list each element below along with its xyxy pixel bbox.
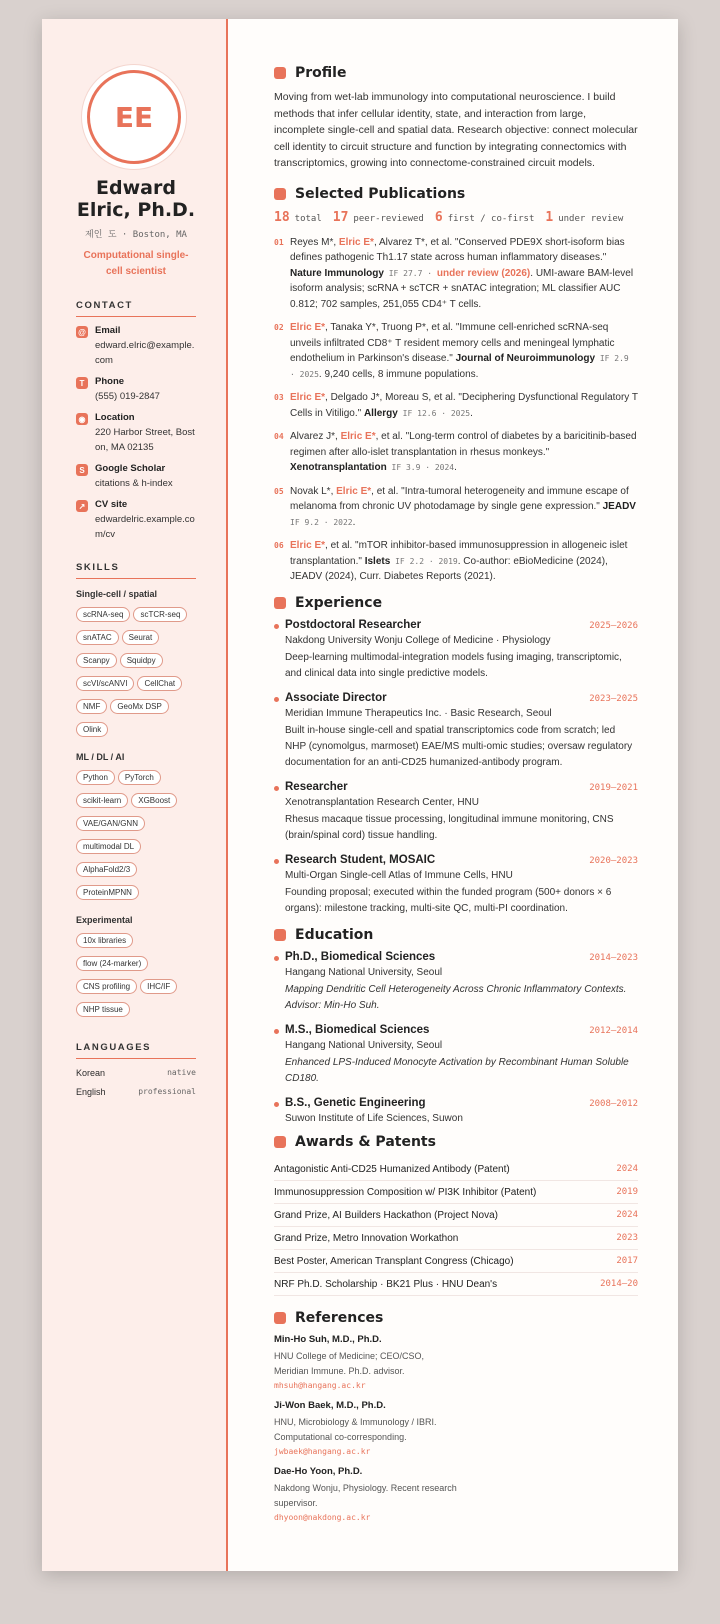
skill-tag: Olink (76, 722, 108, 737)
language-row (76, 1068, 196, 1078)
awards-heading (274, 1134, 638, 1150)
publication-citation (290, 429, 638, 476)
skill-tag: multimodal DL (76, 839, 141, 854)
role-title: Computational single-cell scientist (83, 250, 189, 277)
reference-card (274, 1400, 460, 1456)
citation-self-author: Elric E* (290, 322, 326, 333)
publication-item (274, 538, 638, 585)
experience-description: Deep-learning multimodal-integration models fusing imaging, transcriptomic, and clinical data into single predictive models. (285, 651, 622, 679)
references-heading (274, 1310, 638, 1326)
resume-page (42, 19, 678, 1571)
award-row (274, 1227, 638, 1250)
award-name: Antagonistic Anti-CD25 Humanized Antibody (Patent) (274, 1163, 510, 1175)
contact-value[interactable]: edward.elric@example.com (95, 340, 195, 366)
citation-body: , et al. "Intra-tumoral heterogeneity and immune escape of melanoma from chronic UV photodamage by single gene expression." (290, 485, 629, 512)
skill-tag: XGBoost (131, 793, 177, 808)
award-year: 2024 (616, 1163, 638, 1174)
education-heading-text: Education (295, 926, 374, 943)
contact-label: Google Scholar (95, 463, 166, 474)
citation-body: , et al. "Long-term control of diabetes by a baricitinib-based regimen after allo-islet transplantation in rhesus monkeys." (290, 431, 637, 458)
skill-tag: VAE/GAN/GNN (76, 816, 145, 831)
award-name: NRF Ph.D. Scholarship · BK21 Plus · HNU Dean's (274, 1278, 498, 1290)
bullet-dot-icon (274, 859, 279, 864)
citation-notes: . UMI-aware BAM-level isoform analysis; scRNA + scTCR + snATAC integration; ML classifier AUC 0.812; 702 samples, 251,055 CD4⁺ T cells. (290, 267, 634, 310)
citation-notes: . (454, 462, 457, 473)
skill-tag: IHC/IF (140, 979, 177, 994)
contact-text (95, 376, 195, 404)
reference-description: Nakdong Wonju, Physiology. Recent research supervisor. (274, 1482, 457, 1508)
bullet-dot-icon (274, 956, 279, 961)
contact-item[interactable] (76, 463, 226, 491)
education-thesis: Enhanced LPS-Induced Monocyte Activation by Recombinant Human Soluble CD180. (285, 1056, 629, 1084)
skill-tag: 10x libraries (76, 933, 133, 948)
publication-item (274, 484, 638, 531)
publication-citation (290, 320, 638, 382)
bullet-dot-icon (274, 1029, 279, 1034)
award-year: 2024 (616, 1209, 638, 1220)
education-organization: Hangang National University, Seoul (285, 966, 443, 978)
profile-heading (274, 65, 638, 81)
education-organization: Hangang National University, Seoul (285, 1039, 443, 1051)
contact-text (95, 325, 195, 368)
citation-journal: Nature Immunology (290, 267, 384, 279)
location-pin-icon: ◉ (76, 413, 88, 425)
publication-citation (290, 390, 638, 421)
experience-title-row (285, 692, 638, 704)
stat-label: total (294, 213, 322, 224)
at-icon: @ (76, 326, 88, 338)
award-row (274, 1250, 638, 1273)
publication-number: 04 (274, 432, 284, 441)
languages-list (76, 1068, 226, 1097)
bullet-dot-icon (274, 697, 279, 702)
reference-email[interactable]: dhyoon@nakdong.ac.kr (274, 1512, 371, 1522)
section-marker-icon (274, 1136, 286, 1148)
skills-list (76, 589, 226, 1022)
awards-heading-text: Awards & Patents (295, 1133, 436, 1150)
language-level: professional (138, 1087, 196, 1096)
skill-tag: scRNA-seq (76, 607, 130, 622)
education-organization: Suwon Institute of Life Sciences, Suwon (285, 1112, 463, 1124)
education-title: Ph.D., Biomedical Sciences (285, 950, 436, 963)
skill-tag: Python (76, 770, 115, 785)
reference-description: HNU, Microbiology & Immunology / IBRI. Computational co-corresponding. (274, 1416, 437, 1442)
profile-text: Moving from wet-lab immunology into computational neuroscience. I build methods that infer cellular identity, state, and interaction from large, incomplete single-cell and spatial data. Research objective: connect molecular cell identity to circuit structure and function by integrating connectomics with transcriptomics, growing into connectome-constrained circuit models. (274, 91, 638, 169)
citation-meta: IF 9.2 · 2022 (290, 517, 353, 527)
arrow-up-right-icon: ↗ (76, 500, 88, 512)
contact-item[interactable] (76, 412, 226, 455)
citation-body: , Alvarez T*, et al. "Conserved PDE9X short-isoform bias defines pathogenic Th1.17 state across human inflammatory diseases." (290, 236, 625, 263)
education-title-row (285, 1024, 638, 1036)
reference-name: Min-Ho Suh, M.D., Ph.D. (274, 1333, 382, 1345)
citation-meta: IF 2.2 · 2019 (390, 556, 458, 566)
skill-tag: PyTorch (118, 770, 161, 785)
publication-number: 03 (274, 393, 284, 402)
profile-heading-text: Profile (295, 65, 347, 81)
education-years: 2008–2012 (589, 1098, 638, 1109)
citation-body: , Delgado J*, Moreau S, et al. "Deciphering Dysfunctional Regulatory T Cells in Vitiligo." (290, 392, 638, 419)
contact-value[interactable]: edwardelric.example.com/cv (95, 514, 195, 540)
contact-label: Email (95, 325, 121, 336)
education-years: 2012–2014 (589, 1025, 638, 1036)
skill-group-title: ML / DL / AI (76, 752, 125, 762)
award-row (274, 1158, 638, 1181)
reference-description: HNU College of Medicine; CEO/CSO, Meridian Immune. Ph.D. advisor. (274, 1350, 425, 1376)
experience-years: 2019–2021 (589, 782, 638, 793)
skill-tag: AlphaFold2/3 (76, 862, 137, 877)
experience-description: Rhesus macaque tissue processing, longitudinal immune monitoring, CNS (brain/spinal cord) tissue handling. (285, 813, 614, 841)
skill-tag: ProteinMPNN (76, 885, 139, 900)
experience-years: 2020–2023 (589, 855, 638, 866)
reference-email[interactable]: jwbaek@hangang.ac.kr (274, 1446, 371, 1456)
contact-label: CV site (95, 499, 128, 510)
contact-label: Phone (95, 376, 125, 387)
language-name: Korean (76, 1068, 106, 1078)
phone-icon: T (76, 377, 88, 389)
citation-journal: Journal of Neuroimmunology (455, 353, 596, 364)
skill-tag: GeoMx DSP (110, 699, 168, 714)
publication-item (274, 320, 638, 382)
contact-value[interactable]: citations & h-index (95, 478, 173, 489)
experience-title: Postdoctoral Researcher (285, 618, 422, 631)
award-name: Grand Prize, Metro Innovation Workathon (274, 1232, 459, 1244)
award-name: Immunosuppression Composition w/ PI3K Inhibitor (Patent) (274, 1186, 537, 1198)
skill-tag: scikit-learn (76, 793, 128, 808)
publication-citation (290, 484, 638, 531)
contact-item[interactable] (76, 325, 226, 368)
citation-body: , Tanaka Y*, Truong P*, et al. "Immune cell-enriched scRNA-seq unveils infiltrated CD8⁺ T resident memory cells and meningeal lymphatic endothelium in Parkinson's disease." (290, 322, 615, 364)
education-title-row (285, 951, 638, 963)
publications-heading (274, 186, 638, 202)
publication-number: 01 (274, 237, 284, 247)
skill-tag: CNS profiling (76, 979, 137, 994)
bullet-dot-icon (274, 624, 279, 629)
citation-self-author: Elric E* (336, 485, 372, 497)
contact-item[interactable] (76, 499, 226, 542)
citation-meta: IF 3.9 · 2024 (386, 463, 455, 472)
experience-item (274, 854, 638, 917)
skill-tags (76, 767, 198, 905)
section-marker-icon (274, 1312, 286, 1324)
award-row (274, 1204, 638, 1227)
award-year: 2014–20 (600, 1278, 638, 1289)
skill-tag: Scanpy (76, 653, 117, 668)
experience-title: Associate Director (285, 691, 387, 704)
contact-value[interactable]: 220 Harbor Street, Boston, MA 02135 (95, 427, 195, 453)
citation-meta: IF 12.6 · 2025 (397, 408, 471, 418)
section-marker-icon (274, 929, 286, 941)
stat-number: 1 (545, 209, 554, 225)
section-marker-icon (274, 597, 286, 609)
citation-authors-pre: Reyes M*, (290, 236, 339, 248)
experience-title-row (285, 619, 638, 631)
scholar-icon: S (76, 464, 88, 476)
publication-item (274, 429, 638, 476)
stat-label: first / co-first (447, 213, 535, 224)
stat-label: under review (558, 213, 624, 224)
contact-text (95, 499, 195, 542)
contact-text (95, 412, 195, 455)
experience-years: 2025–2026 (589, 620, 638, 631)
section-marker-icon (274, 67, 286, 79)
education-title-row (285, 1097, 638, 1109)
education-heading (274, 927, 638, 943)
citation-journal: JEADV (602, 501, 636, 512)
native-name-location: 제인 도 · Boston, MA (85, 230, 187, 240)
bullet-dot-icon (274, 786, 279, 791)
contact-list (76, 325, 226, 542)
contact-label: Location (95, 412, 135, 423)
citation-status: under review (2026) (436, 267, 531, 279)
education-item (274, 1097, 638, 1124)
skill-tags (76, 604, 198, 742)
reference-name: Dae-Ho Yoon, Ph.D. (274, 1465, 363, 1477)
award-year: 2019 (616, 1186, 638, 1197)
skill-tags (76, 930, 198, 1022)
awards-list (274, 1158, 638, 1296)
reference-name: Ji-Won Baek, M.D., Ph.D. (274, 1399, 386, 1411)
avatar: EE (87, 70, 181, 164)
publications-heading-text: Selected Publications (295, 185, 466, 202)
experience-heading-text: Experience (295, 594, 383, 611)
education-years: 2014–2023 (589, 952, 638, 963)
citation-journal: Xenotransplantation (290, 462, 387, 473)
stat-number: 6 (434, 209, 443, 225)
sidebar (42, 19, 228, 1571)
education-item (274, 1024, 638, 1087)
language-name: English (76, 1087, 106, 1097)
citation-self-author: Elric E* (290, 392, 326, 403)
skill-tag: scTCR-seq (133, 607, 187, 622)
contact-item[interactable] (76, 376, 226, 404)
skills-heading: SKILLS (76, 562, 196, 579)
experience-heading (274, 595, 638, 611)
citation-self-author: Elric E* (338, 236, 374, 248)
citation-notes: . Co-author: eBioMedicine (2024), JEADV (2024), Curr. Diabetes Reports (2021). (290, 555, 608, 582)
skill-group-title: Single-cell / spatial (76, 589, 158, 599)
experience-organization: Nakdong University Wonju College of Medicine · Physiology (285, 634, 551, 646)
citation-meta: IF 2.9 · 2025 (290, 354, 629, 379)
reference-card (274, 1334, 460, 1390)
stat-label: peer-reviewed (353, 213, 424, 224)
experience-list (274, 619, 638, 917)
experience-years: 2023–2025 (589, 693, 638, 704)
citation-notes: . (470, 407, 473, 419)
publication-item (274, 390, 638, 421)
publication-number: 05 (274, 486, 284, 496)
citation-self-author: Elric E* (340, 431, 376, 442)
languages-heading: LANGUAGES (76, 1042, 196, 1059)
citation-notes: . 9,240 cells, 8 immune populations. (318, 368, 479, 380)
section-marker-icon (274, 188, 286, 200)
skill-tag: NMF (76, 699, 107, 714)
avatar-ring (82, 65, 186, 169)
skill-tag: Seurat (122, 630, 160, 645)
reference-email[interactable]: mhsuh@hangang.ac.kr (274, 1380, 366, 1390)
education-title: M.S., Biomedical Sciences (285, 1023, 430, 1036)
publication-number: 02 (274, 323, 284, 332)
publication-list (274, 235, 638, 585)
experience-title-row (285, 781, 638, 793)
experience-organization: Multi-Organ Single-cell Atlas of Immune Cells, HNU (285, 869, 513, 881)
bullet-dot-icon (274, 1102, 279, 1107)
award-row (274, 1181, 638, 1204)
language-row (76, 1087, 196, 1097)
experience-title: Research Student, MOSAIC (285, 853, 436, 866)
skill-group-title: Experimental (76, 915, 133, 925)
experience-item (274, 781, 638, 844)
publication-stats (274, 210, 638, 225)
skill-tag: CellChat (137, 676, 182, 691)
language-level: native (167, 1068, 196, 1077)
skill-tag: NHP tissue (76, 1002, 130, 1017)
experience-title: Researcher (285, 780, 348, 793)
skill-tag: snATAC (76, 630, 119, 645)
experience-item (274, 692, 638, 771)
education-list (274, 951, 638, 1124)
citation-self-author: Elric E* (290, 540, 326, 551)
experience-organization: Meridian Immune Therapeutics Inc. · Basic Research, Seoul (285, 707, 552, 719)
experience-title-row (285, 854, 638, 866)
publication-item (274, 235, 638, 313)
award-year: 2023 (616, 1232, 638, 1243)
experience-item (274, 619, 638, 682)
experience-description: Built in-house single-cell and spatial transcriptomics code from scratch; led NHP (cynomolgus, marmoset) EAE/MS multi-omic studies; oversaw regulatory documentation for an anti-CD25 humanized-antibody program. (285, 724, 633, 768)
citation-journal: Islets (364, 555, 391, 567)
award-year: 2017 (616, 1255, 638, 1266)
main-content (228, 19, 678, 1571)
contact-value[interactable]: (555) 019-2847 (95, 391, 160, 402)
publication-citation (290, 538, 638, 585)
references-list (274, 1334, 638, 1532)
publication-number: 06 (274, 541, 284, 550)
contact-heading: CONTACT (76, 300, 196, 317)
citation-authors-pre: Novak L*, (290, 485, 337, 497)
citation-body: , et al. "mTOR inhibitor-based immunosuppression in allogeneic islet transplantation." (290, 540, 628, 567)
education-item (274, 951, 638, 1014)
award-row (274, 1273, 638, 1296)
citation-authors-pre: Alvarez J*, (290, 431, 341, 442)
education-thesis: Mapping Dendritic Cell Heterogeneity Across Chronic Inflammatory Contexts. Advisor: Min-Ho Suh. (285, 983, 627, 1011)
contact-text (95, 463, 195, 491)
publication-citation (290, 235, 638, 313)
references-heading-text: References (295, 1309, 384, 1326)
award-name: Best Poster, American Transplant Congress (Chicago) (274, 1255, 514, 1267)
skill-tag: flow (24-marker) (76, 956, 148, 971)
education-title: B.S., Genetic Engineering (285, 1096, 426, 1109)
award-name: Grand Prize, AI Builders Hackathon (Project Nova) (274, 1209, 498, 1221)
experience-description: Founding proposal; executed within the funded program (500+ donors × 6 organs): milestone tracking, multi-site QC, multi-PI coordination. (285, 886, 612, 914)
skill-tag: scVI/scANVI (76, 676, 134, 691)
stat-number: 18 (274, 209, 290, 225)
citation-journal: Allergy (363, 407, 398, 419)
experience-organization: Xenotransplantation Research Center, HNU (285, 796, 479, 808)
person-name: Edward Elric, Ph.D. (76, 177, 196, 221)
reference-card (274, 1466, 460, 1522)
stat-number: 17 (332, 209, 349, 225)
citation-meta: IF 27.7 · (383, 268, 437, 278)
skill-tag: Squidpy (120, 653, 163, 668)
citation-notes: . (352, 516, 356, 528)
